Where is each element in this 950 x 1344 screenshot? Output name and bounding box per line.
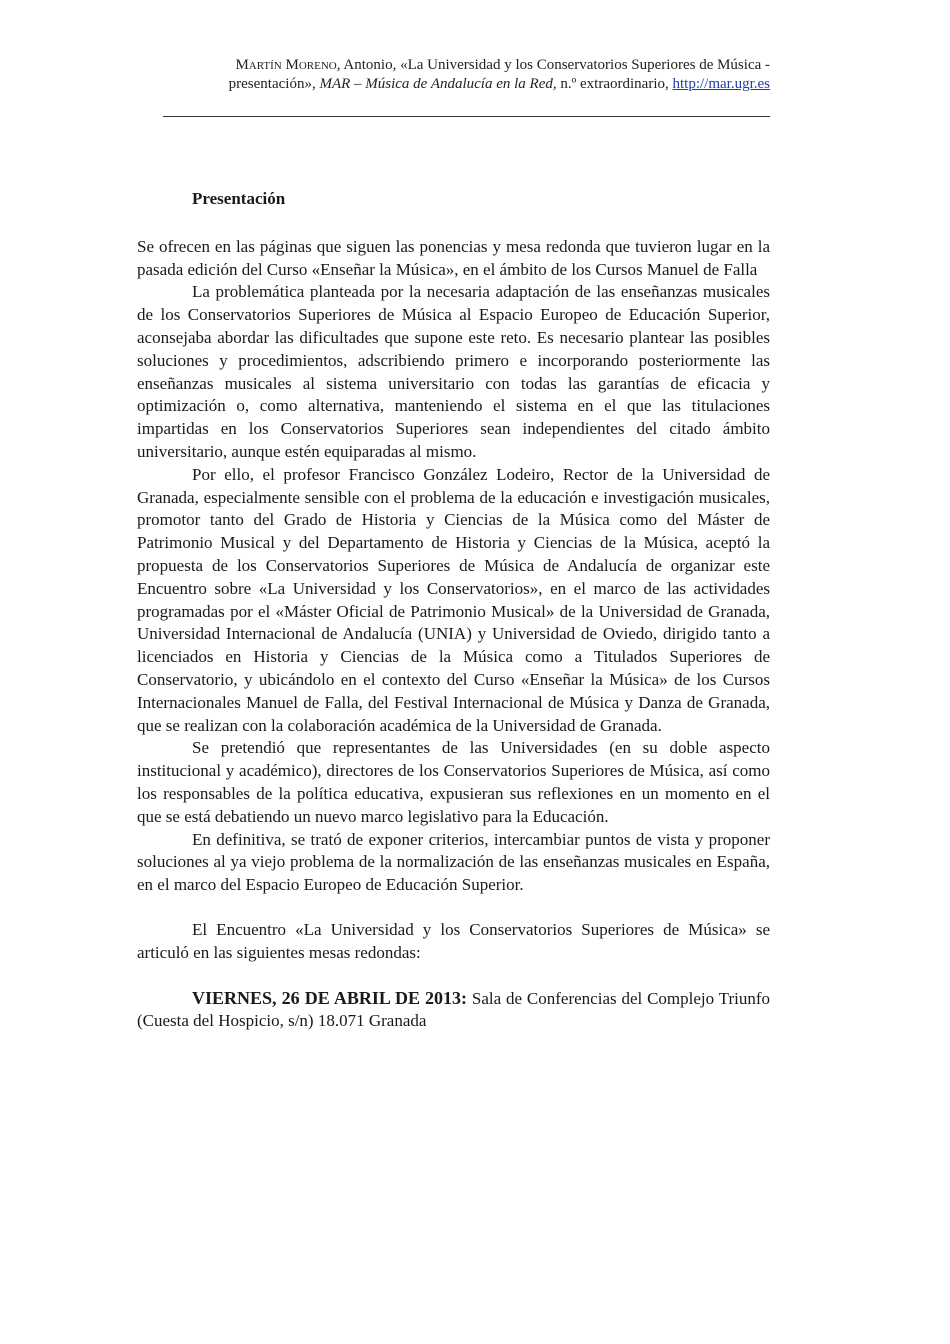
paragraph-1: Se ofrecen en las páginas que siguen las ponencias y mesa redonda que tuvieron lugar en la pasada edición del Curso «Enseñar la Música», en el ámbito de los Cursos Manuel de Falla bbox=[137, 236, 770, 279]
header-rule bbox=[163, 116, 770, 117]
section-title: Presentación bbox=[192, 189, 286, 208]
schedule-date: VIERNES, 26 DE ABRIL DE 2013: bbox=[192, 987, 468, 1008]
journal-name: MAR – Música de Andalucía en la Red, bbox=[319, 76, 557, 92]
paragraph-3: Por ello, el profesor Francisco González Lodeiro, Rector de la Universidad de Granada, especialmente sensible con el problema de la educación e investigación musicales, promotor tanto del Grado de Historia y Ciencias de la Música como del Máster de Patrimonio Musical y del Departamento de Historia y Ciencias de la Música, aceptó la propuesta de los Conservatorios Superiores de Música de Andalucía de organizar este Encuentro sobre «La Universidad y los Conservatorios», en el marco de las actividades programadas por el «Máster Oficial de Patrimonio Musical» de la Universidad de Granada, Universidad Internacional de Andalucía (UNIA) y Universidad de Oviedo, dirigido tanto a licenciados en Historia y Ciencias de la Música como a Titulados Superiores de Conservatorio, y ubicándolo en el contexto del Curso «Enseñar la Música» de los Cursos Internacionales Manuel de Falla, del Festival Internacional de Música y Danza de Granada, que se realizan con la colaboración académica de la Universidad de Granada. bbox=[137, 464, 770, 735]
schedule-entry bbox=[137, 987, 770, 1034]
issue-text: n.º extraordinario, bbox=[556, 76, 673, 92]
document-body bbox=[137, 188, 770, 1033]
citation-text: , Antonio, «La Universidad y los Conservatorios Superiores de Música - presentación», bbox=[228, 57, 770, 92]
paragraph-4: Se pretendió que representantes de las Universidades (en su doble aspecto institucional y académico), directores de los Conservatorios Superiores de Música, así como los responsables de la política educativa, expusieran sus reflexiones en un momento en el que se está debatiendo un nuevo marco legislativo para la Educación. bbox=[137, 738, 770, 826]
paragraph-6: El Encuentro «La Universidad y los Conservatorios Superiores de Música» se articuló en las siguientes mesas redondas: bbox=[137, 919, 770, 962]
paragraph-5: En definitiva, se trató de exponer criterios, intercambiar puntos de vista y proponer soluciones al ya viejo problema de la normalización de las enseñanzas musicales en España, en el marco del Espacio Europeo de Educación Superior. bbox=[137, 829, 770, 895]
schedule-place: Sala de Conferencias del Complejo Triunfo (Cuesta del Hospicio, s/n) 18.071 Granada bbox=[137, 988, 771, 1031]
running-header bbox=[160, 56, 770, 94]
paragraph-2: La problemática planteada por la necesaria adaptación de las enseñanzas musicales de los Conservatorios Superiores de Música al Espacio Europeo de Educación Superior, aconsejaba abordar las dificultades que supone este reto. Es necesario plantear las posibles soluciones y procedimientos, adscribiendo primero e incorporando posteriormente las enseñanzas musicales al sistema universitario con todas las garantías de eficacia y optimización o, como alternativa, manteniendo el sistema en el que las titulaciones impartidas en los Conservatorios Superiores sean independientes del citado ámbito universitario, aunque estén equiparadas al mismo. bbox=[137, 282, 770, 461]
journal-link[interactable]: http://mar.ugr.es bbox=[672, 76, 770, 92]
author-surname: Martín Moreno bbox=[235, 57, 337, 73]
